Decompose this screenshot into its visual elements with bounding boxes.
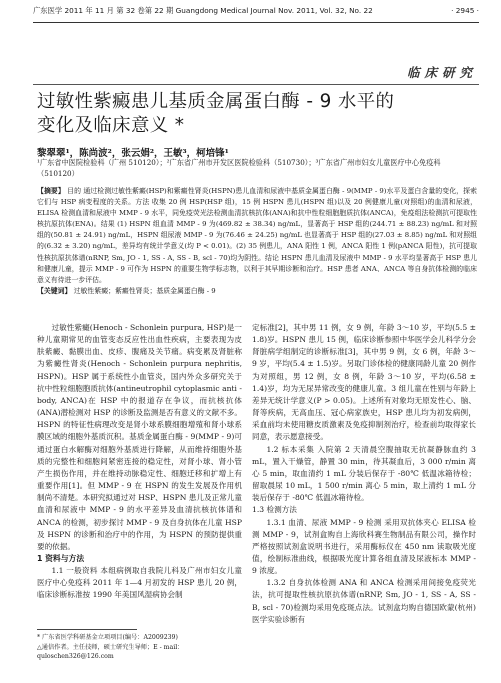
header-page-number: · 2945 · (451, 6, 479, 15)
keywords-label: 【关键词】 (37, 286, 72, 295)
footnote: * 广东省医学科研基金立项项目(编号：A2009239) △通信作者。主任技师，硕士研究生导师；E - mail：quloschen326@126.com (37, 634, 184, 661)
paragraph: 定标准[2]，其中男 11 例，女 9 例，年龄 3～10 岁，平均(5.5 ± 1.8)岁。HSPN 患儿 15 例，临床诊断参照中华医学会儿科学分会肾脏病学组制定的诊断标准[3]，其中男 9 例，女 6 例，年龄 3～9 岁，平均(5.4 ± 1.5)岁。另取门诊体检的健康同龄儿童 20 例作为对照组，男 12 例，女 8 例，年龄 3～10 岁，平均(6.58 ± 1.4)岁，均为无尿异常改变的健康儿童。3 组儿童在性别与年龄上差异无统计学意义(P > 0.05)。上述所有对象均无原发性心、脑、肾等疾病，无高血压、冠心病家族史，HSP 患儿均为初发病例，采血前均未使用糖皮质激素及免疫抑制剂治疗，检查前均取得家长同意，表示愿意接受。 (252, 323, 476, 442)
title-line-2: 变化及临床意义 * (37, 115, 185, 136)
left-column (37, 322, 242, 602)
paragraph: 过敏性紫癜(Henoch - Schonlein purpura, HSP)是一种儿童期常见的血管变态反应性出血性疾病，主要表现为皮肤紫癜、黏膜出血、皮疹、腹痛及关节痛。病变累及肾脏称为紫癜性肾炎(Henoch - Schonlein purpura nephritis, HSPN)。HSP 属于系统性小血管炎，国内外众多研究关于抗中性粒细胞胞质抗体(antineutrophil cytoplasmic anti - body, ANCA)在 HSP 中的报道存在争议，而抗核抗体(ANA)潜检测对 HSP 的诊断及监测是否有意义的文献不多。HSPN 的特征性病理改变是肾小球系膜细胞增殖和肾小球系膜区域的细胞外基质沉积。基质金属蛋白酶 - 9(MMP - 9)可通过蛋白水解酶对细胞外基质进行降解，从而维持细胞外基质的完整性和细胞间紧密连接的稳定性，对肾小球、肾小管产生损伤作用，并在维持动脉稳定性、细胞迁移和扩增上有重要作用[1]。但 MMP - 9 在 HSPN 的发生发展及作用机制尚不清楚。本研究拟通过对 HSP、HSPN 患儿及正常儿童血清和尿液中 MMP - 9 的水平差异及血清抗核抗体谱和 ANCA 的检测，初步探讨 MMP - 9 及自身抗体在儿童 HSP 及 HSPN 的诊断和治疗中的作用，为 HSPN 的预防提供重要的依据。 (37, 323, 242, 551)
header-journal: 广东医学 2011 年 11 月 第 32 卷第 22 期 Guangdong Medical Journal Nov. 2011, Vol. 32, No. 22 (33, 6, 373, 15)
author-list: 黎翠翠¹，陈尚波²，张云娟²，王敏³，柯培锋¹ (37, 148, 229, 159)
article-title (37, 90, 477, 138)
paragraph: 1.3.2 自身抗体检测 ANA 和 ANCA 检测采用间接免疫荧光法，抗可提取性核抗原抗体谱(nRNP, Sm, JO - 1, SS - A, SS - B, scl - 70)检测均采用免疫斑点法。试剂盒均购自德国欧蒙(杭州)医学实验诊断有 (252, 578, 476, 624)
section-label: 临床研究 (406, 65, 477, 80)
paragraph: 1.1 一般资料 本组病例取自我院儿科及广州市妇女儿童医疗中心免疫科 2011 年 1—4 月初发的 HSP 患儿 20 例，临床诊断标准按 1990 年美国风湿病协会制 (37, 566, 242, 600)
section-heading: 1.3 检测方法 (252, 505, 297, 515)
affiliations: ¹广东省中医院检验科（广州 510120）；²广东省广州市开发区医院检验科（510730）；³广东省广州市妇女儿童医疗中心免疫科（510120） (37, 158, 441, 178)
right-column (252, 322, 476, 626)
abstract-label: 【摘要】 (37, 187, 65, 195)
footnote-rule (37, 629, 137, 630)
abstract (37, 186, 477, 297)
section-rule (33, 84, 479, 85)
running-header (33, 6, 479, 20)
title-line-1: 过敏性紫癜患儿基质金属蛋白酶 - 9 水平的 (37, 91, 395, 112)
abstract-text: 目的 通过检测过敏性紫癜(HSP)和紫癜性肾炎(HSPN)患儿血清和尿液中基质金属蛋白酶 - 9(MMP - 9)水平及蛋白含量的变化，探索它们与 HSP 病变程度的关系。方法 收集 20 例 HSP(HSP 组)，15 例 HSPN 患儿(HSPN 组)以及 20 例健康儿童(对照组)的血清和尿液，ELISA 检测血清和尿液中 MMP - 9 水平，同免疫荧光法检测血清抗核抗体(ANA)和抗中性粒细胞胞质抗体(ANCA)，免疫组法检测抗可提取性核抗原抗体(ENA)。结果 (1) HSPN 组血清 MMP - 9 为(469.82 ± 38.34) ng/mL，显著高于 HSP 组的(244.71 ± 88.23) ng/mL 和对照组的(50.81 ± 24.91) ng/mL，HSPN 组尿液 MMP - 9 为(76.46 ± 24.25) ng/mL 也显著高于 HSP 组的(27.03 ± 8.85) ng/mL 和对照组的(6.32 ± 3.20) ng/mL，差异均有统计学意义(均 P < 0.01)。(2) 35 例患儿，ANA 阳性 1 例，ANCA 阳性 1 例(pANCA 阳性)，抗可提取性核抗原抗体谱(nRNP, Sm, JO - 1, SS - A, SS - B, scl - 70)均为阴性。结论 HSPN 患儿血清及尿液中 MMP - 9 水平均显著高于 HSP 患儿和健康儿童，提示 MMP - 9 可作为 HSPN 的重要生物学标志物，以利于其早期诊断和治疗。HSP 患者 ANA、ANCA 等自身抗体检测的临床意义有待进一步评估。 (37, 187, 478, 284)
section-heading: 1 资料与方法 (37, 553, 85, 563)
keywords-text: 过敏性紫癜；紫癜性肾炎；基质金属蛋白酶 - 9 (71, 286, 216, 295)
header-rule (33, 22, 479, 23)
paragraph: 1.2 标本采集 入院第 2 天清晨空腹抽取无抗凝静脉血约 3 mL，置入干燥管，静置 30 min，待其凝血后，3 000 r/min 离心 5 min，取血清约 1 mL 分装后保存于 -80℃ 低温冰箱待检；留取晨尿 10 mL，1 500 r/min 离心 5 min，取上清约 1 mL 分装后保存于 -80℃ 低温冰箱待检。 (252, 444, 476, 503)
paragraph: 1.3.1 血清、尿液 MMP - 9 检测 采用双抗体夹心 ELISA 检测 MMP - 9，试剂盒购自上海欣科赛生物制品有限公司，操作时严格按照试剂盒说明书进行，采用酶标仪在 450 nm 读取吸光度值，绘制标准曲线，根据吸光度计算各组血清及尿液标本 MMP - 9 浓度。 (252, 517, 476, 576)
